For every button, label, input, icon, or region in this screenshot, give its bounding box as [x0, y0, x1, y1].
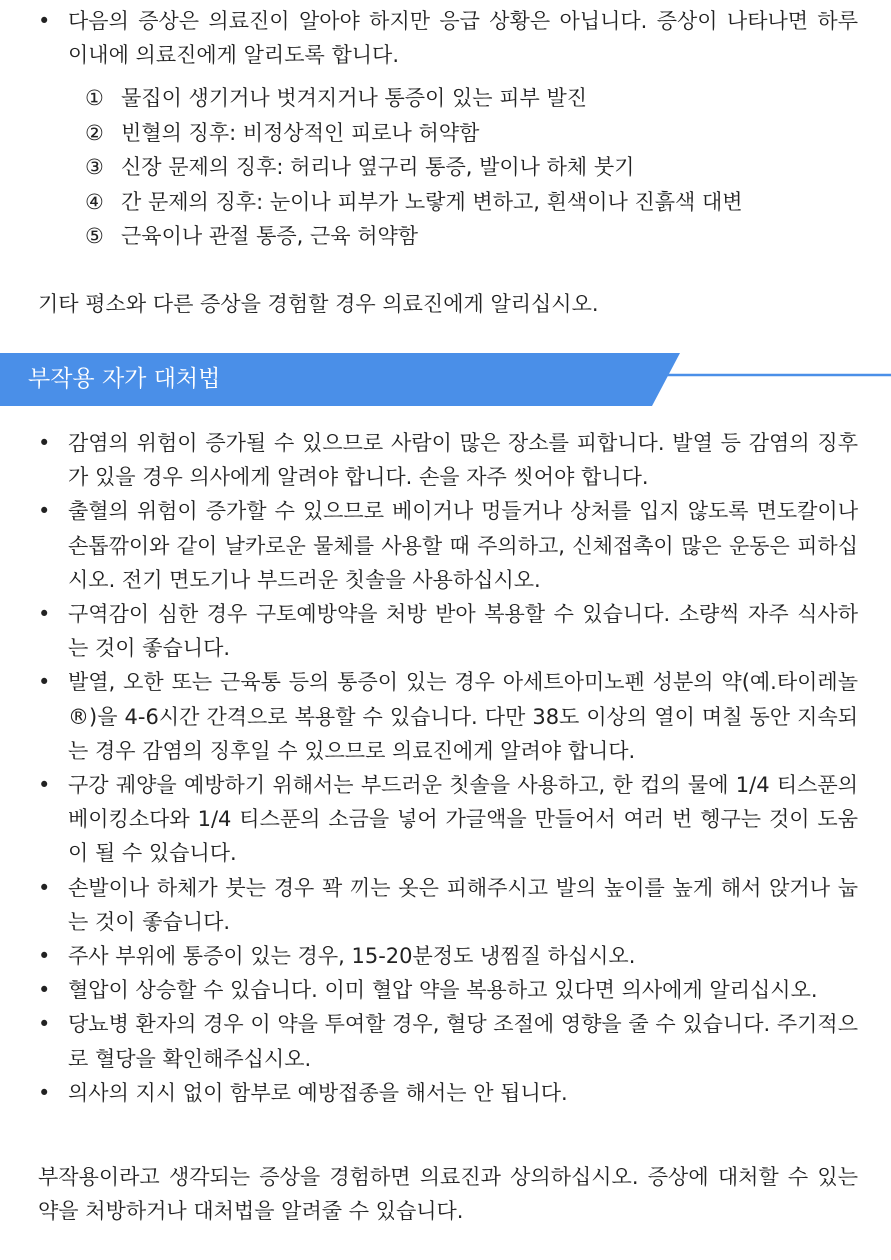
warning-bullet	[38, 4, 858, 72]
bullet-icon: •	[38, 602, 51, 627]
list-item	[38, 973, 858, 1007]
sub-item-text: 물집이 생기거나 벗겨지거나 통증이 있는 피부 발진	[121, 86, 588, 110]
notify-paragraph: 기타 평소와 다른 증상을 경험할 경우 의료진에게 알리십시오.	[38, 292, 599, 316]
bullet-icon: •	[38, 499, 51, 524]
bullet-icon: •	[38, 773, 51, 798]
list-item-text: 주사 부위에 통증이 있는 경우, 15-20분정도 냉찜질 하십시오.	[68, 944, 636, 969]
section-title: 부작용 자가 대처법	[28, 366, 221, 392]
bullet-icon: •	[38, 1012, 51, 1037]
circled-number: ②	[85, 120, 104, 145]
list-item	[38, 494, 858, 597]
list-item-text: 구강 궤양을 예방하기 위해서는 부드러운 칫솔을 사용하고, 한 컵의 물에 1/4 티스푼의 베이킹소다와 1/4 티스푼의 소금을 넣어 가글액을 만들어서 여러 번 헹구는 것이 도움이 될 수 있습니다.	[68, 773, 858, 866]
footer-paragraph: 부작용이라고 생각되는 증상을 경험하면 의료진과 상의하십시오. 증상에 대처할 수 있는 약을 처방하거나 대처법을 알려줄 수 있습니다.	[38, 1165, 858, 1223]
list-item	[38, 597, 858, 665]
list-item-text: 의사의 지시 없이 함부로 예방접종을 해서는 안 됩니다.	[68, 1080, 568, 1105]
section-header	[0, 353, 891, 406]
sub-item	[85, 81, 845, 116]
bullet-text: 다음의 증상은 의료진이 알아야 하지만 응급 상황은 아닙니다. 증상이 나타나면 하루 이내에 의료진에게 알리도록 합니다.	[68, 9, 858, 67]
list-item	[38, 4, 858, 72]
list-item-text: 손발이나 하체가 붓는 경우 꽉 끼는 옷은 피해주시고 발의 높이를 높게 해서 앉거나 눕는 것이 좋습니다.	[68, 875, 858, 934]
bullet-icon: •	[38, 875, 51, 900]
list-item-text: 구역감이 심한 경우 구토예방약을 처방 받아 복용할 수 있습니다. 소량씩 자주 식사하는 것이 좋습니다.	[68, 602, 858, 661]
sub-item-text: 신장 문제의 징후: 허리나 옆구리 통증, 발이나 하체 붓기	[121, 155, 635, 179]
list-item	[38, 1076, 858, 1110]
list-item	[38, 768, 858, 871]
circled-number: ⑤	[85, 224, 104, 248]
list-item	[38, 939, 858, 973]
circled-number: ③	[85, 155, 104, 179]
sub-item	[85, 219, 845, 254]
bullet-icon: •	[38, 1080, 51, 1105]
sub-item	[85, 150, 845, 185]
sub-item-text: 근육이나 관절 통증, 근육 허약함	[121, 224, 419, 248]
list-item	[38, 665, 858, 768]
self-care-list	[38, 426, 858, 1110]
bullet-icon: •	[38, 9, 51, 33]
bullet-icon: •	[38, 431, 51, 455]
list-item-text: 감염의 위험이 증가될 수 있으므로 사람이 많은 장소를 피합니다. 발열 등 감염의 징후가 있을 경우 의사에게 알려야 합니다. 손을 자주 씻어야 합니다.	[68, 431, 858, 490]
list-item-text: 발열, 오한 또는 근육통 등의 통증이 있는 경우 아세트아미노펜 성분의 약(예.타이레놀®)을 4-6시간 간격으로 복용할 수 있습니다. 다만 38도 이상의 열이 며칠 동안 지속되는 경우 감염의 징후일 수 있으므로 의료진에게 알려야 합니다.	[68, 670, 858, 763]
list-item	[38, 1007, 858, 1075]
list-item-text: 혈압이 상승할 수 있습니다. 이미 혈압 약을 복용하고 있다면 의사에게 알리십시오.	[68, 978, 818, 1003]
bullet-icon: •	[38, 944, 51, 969]
list-item	[38, 426, 858, 494]
circled-number: ④	[85, 189, 104, 214]
sub-item-text: 간 문제의 징후: 눈이나 피부가 노랗게 변하고, 흰색이나 진흙색 대변	[121, 189, 743, 214]
bullet-icon: •	[38, 670, 51, 695]
sub-item-text: 빈혈의 징후: 비정상적인 피로나 허약함	[121, 120, 480, 145]
symptom-sublist	[85, 81, 845, 254]
circled-number: ①	[85, 86, 104, 110]
sub-item	[85, 116, 845, 151]
bullet-icon: •	[38, 978, 51, 1003]
sub-item	[85, 185, 845, 220]
list-item-text: 당뇨병 환자의 경우 이 약을 투여할 경우, 혈당 조절에 영향을 줄 수 있습니다. 주기적으로 혈당을 확인해주십시오.	[68, 1012, 858, 1071]
list-item	[38, 871, 858, 939]
list-item-text: 출혈의 위험이 증가할 수 있으므로 베이거나 멍들거나 상처를 입지 않도록 면도칼이나 손톱깎이와 같이 날카로운 물체를 사용할 때 주의하고, 신체접촉이 많은 운동은 피하십시오. 전기 면도기나 부드러운 칫솔을 사용하십시오.	[68, 499, 858, 592]
